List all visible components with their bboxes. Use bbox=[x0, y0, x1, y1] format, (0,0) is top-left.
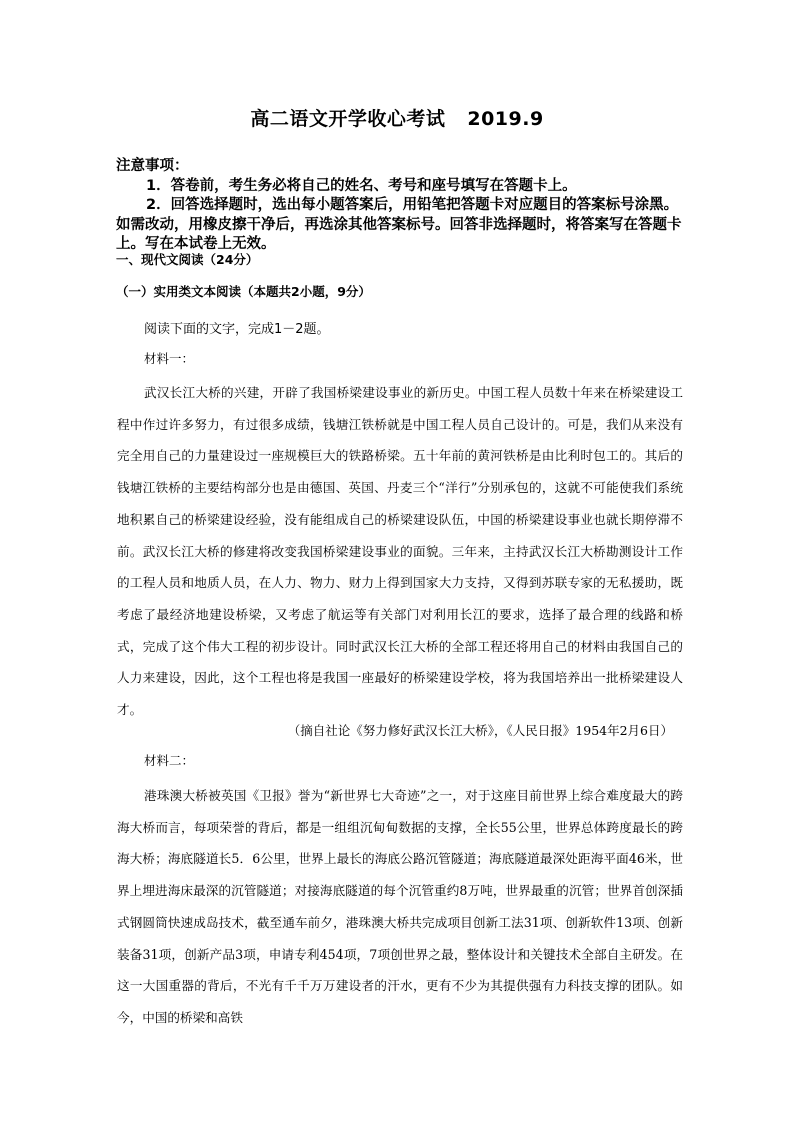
material-1-source: （摘自社论《努力修好武汉长江大桥》，《人民日报》1954年2月6日） bbox=[287, 723, 673, 738]
material-2-label: 材料二： bbox=[144, 753, 195, 768]
reading-instruction: 阅读下面的文字，完成1－2题。 bbox=[144, 322, 330, 337]
instruction-item-2: 2．回答选择题时，选出每小题答案后，用铅笔把答题卡对应题目的答案标号涂黑。如需改动，用橡皮擦干净后，再选涂其他答案标号。回答非选择题时，将答案写在答题卡上。写在本试卷上无效。 bbox=[116, 197, 682, 252]
material-2-body bbox=[117, 780, 683, 1034]
exam-title: 高二语文开学收心考试 bbox=[250, 108, 446, 130]
subsection-heading: （一）实用类文本阅读（本题共2小题，9分） bbox=[116, 284, 371, 299]
material-1-label: 材料一： bbox=[144, 351, 195, 366]
material-1-text: 武汉长江大桥的兴建，开辟了我国桥梁建设事业的新历史。中国工程人员数十年来在桥梁建设工程中作过许多努力，有过很多成绩，钱塘江铁桥就是中国工程人员自己设计的。可是，我们从来没有完全用自己的力量建设过一座规模巨大的铁路桥梁。五十年前的黄河铁桥是由比利时包工的。其后的钱塘江铁桥的主要结构部分也是由德国、英国、丹麦三个“洋行”分别承包的，这就不可能使我们系统地积累自己的桥梁建设经验，没有能组成自己的桥梁建设队伍，中国的桥梁建设事业也就长期停滞不前。武汉长江大桥的修建将改变我国桥梁建设事业的面貌。三年来，主持武汉长江大桥勘测设计工作的工程人员和地质人员，在人力、物力、财力上得到国家大力支持，又得到苏联专家的无私援助，既考虑了最经济地建设桥梁，又考虑了航运等有关部门对利用长江的要求，选择了最合理的线路和桥式，完成了这个伟大工程的初步设计。同时武汉长江大桥的全部工程还将用自己的材料由我国自己的人力来建设，因此，这个工程也将是我国一座最好的桥梁建设学校，将为我国培养出一批桥梁建设人才。 bbox=[117, 385, 683, 718]
instructions-block bbox=[116, 157, 682, 255]
section-heading: 一、现代文阅读（24分） bbox=[116, 252, 259, 267]
material-2-text: 港珠澳大桥被英国《卫报》誉为“新世界七大奇迹”之一，对于这座目前世界上综合难度最大的跨海大桥而言，每项荣誉的背后，都是一组组沉甸甸数据的支撑，全长55公里，世界总体跨度最长的跨海大桥；海底隧道长5．6公里，世界上最长的海底公路沉管隧道；海底隧道最深处距海平面46米，世界上埋进海床最深的沉管隧道；对接海底隧道的每个沉管重约8万吨，世界最重的沉管；世界首创深插式钢圆筒快速成岛技术，截至通车前夕，港珠澳大桥共完成项目创新工法31项、创新软件13项、创新装备31项，创新产品3项，申请专利454项，7项创世界之最，整体设计和关键技术全部自主研发。在这一大国重器的背后，不光有千千万万建设者的汗水，更有不少为其提供强有力科技支撑的团队。如今，中国的桥梁和高铁 bbox=[117, 788, 683, 1025]
exam-year: 2019.9 bbox=[467, 108, 544, 130]
instructions-heading: 注意事项： bbox=[116, 158, 189, 174]
page-title bbox=[0, 104, 794, 131]
instruction-item-1: 1．答卷前，考生务必将自己的姓名、考号和座号填写在答题卡上。 bbox=[146, 177, 577, 194]
material-1-body bbox=[117, 377, 683, 726]
